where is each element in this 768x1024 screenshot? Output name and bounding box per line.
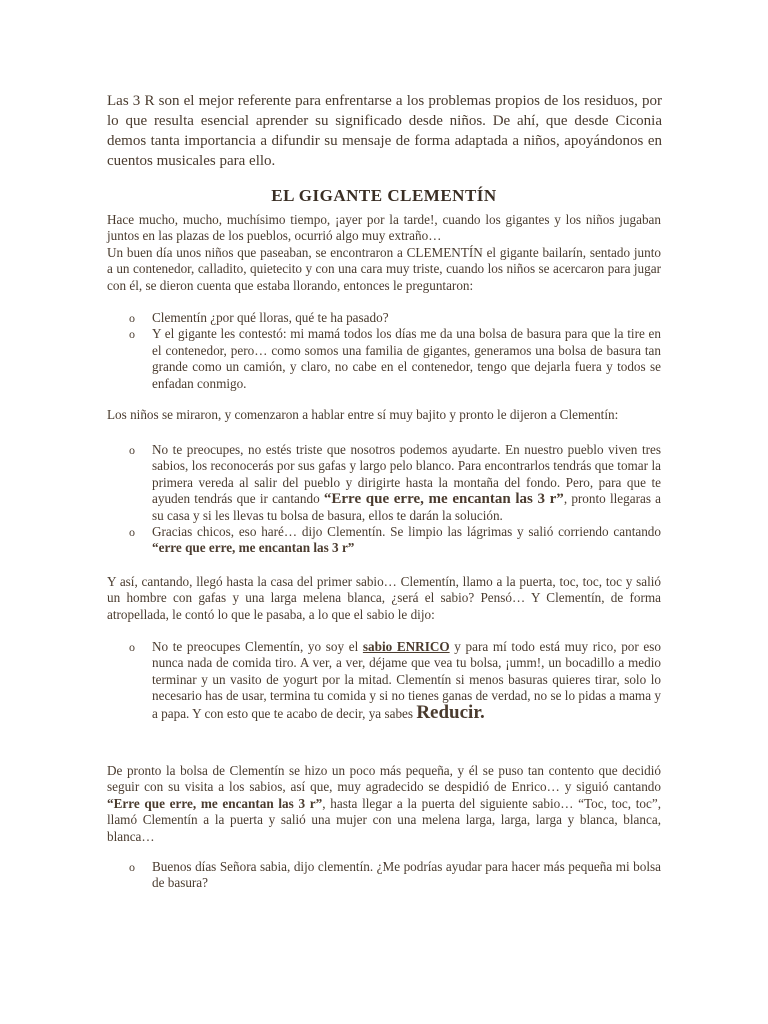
- list-item: [107, 639, 661, 722]
- bullet-marker: o: [129, 327, 135, 342]
- paragraph-text: De pronto la bolsa de Clementín se hizo un poco más pequeña, y él se puso tan contento que decidió seguir con su visita a los sabios, así que, muy agradecido se despidió de Enrico… y siguió cantando: [107, 763, 661, 795]
- bullet-marker: o: [129, 525, 135, 540]
- bullet-marker: o: [129, 443, 135, 457]
- paragraph-children-meet: Un buen día unos niños que paseaban, se encontraron a CLEMENTÍN el gigante bailarín, sentado junto a un contenedor, calladito, quietecito y con una cara muy triste, cuando los niños se acercaron para jugar con él, se dieron cuenta que estaba llorando, entonces le preguntaron:: [107, 244, 661, 293]
- list-item-text: Gracias chicos, eso haré… dijo Clementín. Se limpio las lágrimas y salió corriendo cantando: [152, 524, 661, 540]
- dialogue-list-4: [107, 859, 661, 892]
- sabio-name: sabio ENRICO: [362, 639, 450, 654]
- paragraph-text: , hasta llegar a la puerta del siguiente sabio… “Toc, toc, toc”, llamó Clementín a la puerta y salió una mujer con una melena larga, larga, larga y blanca, blanca, blanca…: [107, 795, 661, 844]
- list-item-text: Y el gigante les contestó: mi mamá todos los días me da una bolsa de basura para que la tire en el contenedor, pero… como somos una familia de gigantes, generamos una bolsa de basura tan grande como un camión, y claro, no cabe en el contenedor, tengo que dejarla fuera y todos se enfadan conmigo.: [152, 326, 661, 391]
- paragraph-second-sage: [107, 763, 661, 845]
- list-item-text: Clementín ¿por qué lloras, qué te ha pasado?: [152, 310, 389, 325]
- song-chorus: “Erre que erre, me encantan las 3 r”: [323, 491, 564, 508]
- list-item-text: No te preocupes, no estés triste que nosotros podemos ayudarte. En nuestro pueblo viven tres sabios, los reconocerás por sus gafas y largo pelo blanco. Para encontrarlos tendrás que tomar la primera vereda al salir del pueblo y dirigirte hasta la montaña del fondo. Pero, para que te ayuden tendrás que ir cantando: [152, 442, 661, 507]
- list-item-text: , pronto llegaras a su casa y si les llevas tu bolsa de basura, ellos te darán la solución.: [152, 491, 662, 523]
- song-chorus: “Erre que erre, me encantan las 3 r”: [107, 795, 323, 811]
- list-item: [107, 326, 661, 392]
- list-item-text: y para mí todo está muy rico, por eso nunca nada de comida tiro. A ver, a ver, déjame que vea tu bolsa, ¡umm!, un bocadillo a medio terminar y un vasito de yogurt por la mitad. Clementín si menos basuras quieres tirar, solo lo necesario has de usar, termina tu comida y si no tienes ganas de verdad, no se lo pidas a mama y a papa. Y con esto que te acabo de decir, ya sabes: [152, 639, 662, 721]
- paragraph-children-whisper: Los niños se miraron, y comenzaron a hablar entre sí muy bajito y pronto le dijeron a Clementín:: [107, 407, 619, 422]
- list-item: [107, 859, 661, 892]
- paragraph-once-upon: Hace mucho, mucho, muchísimo tiempo, ¡ayer por la tarde!, cuando los gigantes y los niños jugaban juntos en las plazas de los pueblos, ocurrió algo muy extraño…: [107, 212, 661, 244]
- bullet-marker: o: [129, 860, 135, 874]
- list-item: [107, 310, 661, 326]
- list-item-text: Buenos días Señora sabia, dijo clementín. ¿Me podrías ayudar para hacer más pequeña mi bolsa de basura?: [152, 859, 661, 891]
- bullet-marker: o: [129, 640, 135, 654]
- dialogue-list-3: [107, 639, 661, 722]
- list-item: [107, 524, 661, 557]
- list-item: [107, 442, 661, 524]
- song-chorus: “erre que erre, me encantan las 3 r”: [152, 540, 355, 556]
- story-opening: [107, 212, 661, 294]
- dialogue-list-1: [107, 310, 661, 392]
- reducir-word: Reducir.: [416, 701, 485, 723]
- intro-paragraph: Las 3 R son el mejor referente para enfrentarse a los problemas propios de los residuos, por lo que resulta esencial aprender su significado desde niños. De ahí, que desde Ciconia demos tanta importancia a difundir su mensaje de forma adaptada a niños, apoyándonos en cuentos musicales para ello.: [107, 93, 662, 169]
- bullet-marker: o: [129, 311, 135, 325]
- story-title: EL GIGANTE CLEMENTÍN: [271, 186, 497, 205]
- dialogue-list-2: [107, 442, 661, 557]
- list-item-text: No te preocupes Clementín, yo soy el: [152, 639, 363, 654]
- paragraph-first-sage: Y así, cantando, llegó hasta la casa del primer sabio… Clementín, llamo a la puerta, toc, toc, toc y salió un hombre con gafas y una larga melena blanca, ¿será el sabio? Pensó… Y Clementín, de forma atropellada, le contó lo que le pasaba, a lo que el sabio le dijo:: [107, 574, 661, 622]
